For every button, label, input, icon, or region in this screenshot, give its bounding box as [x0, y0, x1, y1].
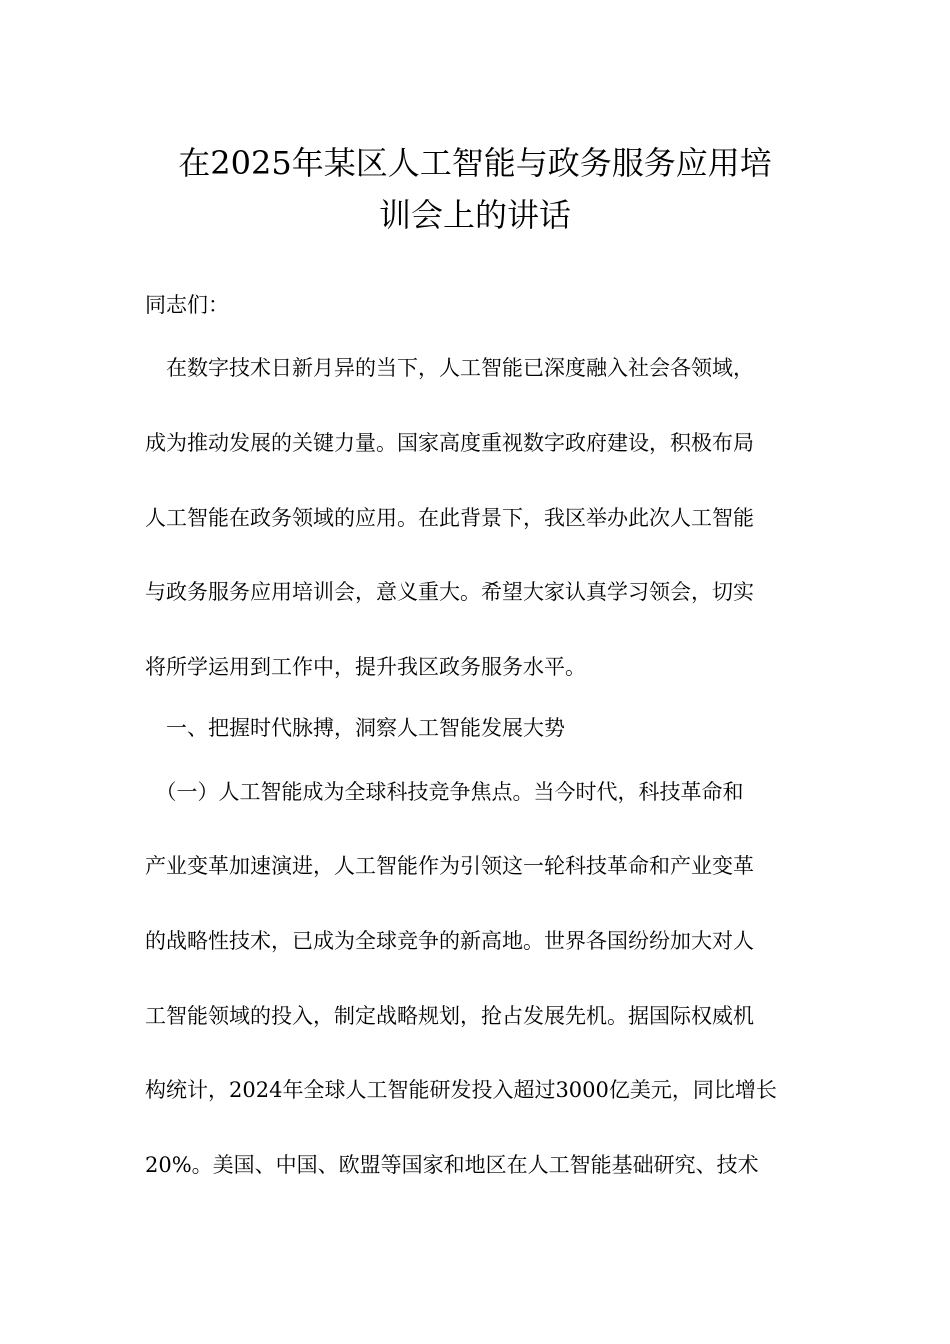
title-line-1: 在2025年某区人工智能与政务服务应用培 [178, 144, 772, 183]
salutation: 同志们： [145, 293, 229, 317]
subsection-1-line-4: 工智能领域的投入，制定战略规划，抢占发展先机。据国际权威机 [145, 1004, 754, 1028]
document-title [140, 137, 810, 241]
subsection-1-line-3: 的战略性技术，已成为全球竞争的新高地。世界各国纷纷加大对人 [145, 929, 754, 953]
paragraph-intro-line-2: 成为推动发展的关键力量。国家高度重视数字政府建设，积极布局 [145, 431, 754, 455]
paragraph-intro-line-1: 在数字技术日新月异的当下，人工智能已深度融入社会各领域， [145, 356, 754, 380]
subsection-1-line-5: 构统计，2024年全球人工智能研发投入超过3000亿美元，同比增长 [145, 1078, 777, 1102]
paragraph-intro-line-4: 与政务服务应用培训会，意义重大。希望大家认真学习领会，切实 [145, 580, 754, 604]
subsection-1-line-1: （一）人工智能成为全球科技竞争焦点。当今时代，科技革命和 [145, 780, 744, 804]
paragraph-intro-line-3: 人工智能在政务领域的应用。在此背景下，我区举办此次人工智能 [145, 506, 754, 530]
subsection-1-line-6: 20%。美国、中国、欧盟等国家和地区在人工智能基础研究、技术 [145, 1153, 759, 1177]
title-line-2: 训会上的讲话 [378, 196, 571, 235]
section-heading-1: 一、把握时代脉搏，洞察人工智能发展大势 [145, 716, 565, 740]
paragraph-intro-line-5: 将所学运用到工作中，提升我区政务服务水平。 [145, 655, 586, 679]
subsection-1-line-2: 产业变革加速演进，人工智能作为引领这一轮科技革命和产业变革 [145, 854, 754, 878]
